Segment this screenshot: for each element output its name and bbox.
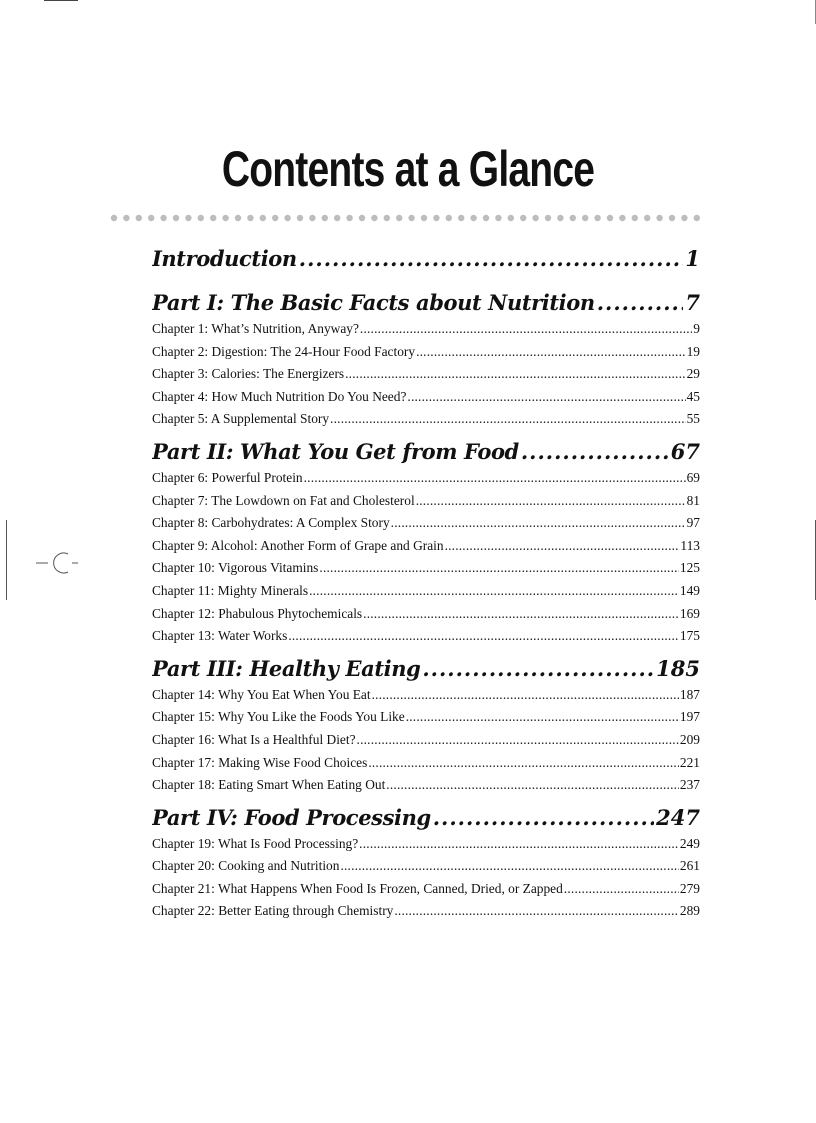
toc-chapter-entry xyxy=(152,729,700,752)
toc-chapter-entry xyxy=(152,386,700,409)
toc-chapter-page: 175 xyxy=(679,628,700,644)
divider-dot xyxy=(160,215,166,221)
divider-dot xyxy=(632,215,638,221)
toc-chapter-entry xyxy=(152,490,700,513)
divider-dot xyxy=(446,215,452,221)
toc-chapter-entry xyxy=(152,341,700,364)
toc-chapter-entry xyxy=(152,900,700,923)
toc-chapter-label: Chapter 17: Making Wise Food Choices xyxy=(152,754,368,770)
toc-chapter-entry xyxy=(152,774,700,797)
divider-dot xyxy=(396,215,402,221)
divider-dot xyxy=(495,215,501,221)
toc-chapter-page: 69 xyxy=(686,469,700,485)
toc-chapter-label: Chapter 7: The Lowdown on Fat and Cholesterol xyxy=(152,492,415,508)
divider-dot xyxy=(619,215,625,221)
divider-dot xyxy=(458,215,464,221)
toc-chapter-entry xyxy=(152,855,700,878)
toc-chapter-entry xyxy=(152,363,700,386)
dot-leader xyxy=(330,408,686,431)
dot-leader xyxy=(394,900,679,923)
toc-chapter-entry xyxy=(152,878,700,901)
toc-part-page: 185 xyxy=(656,655,700,681)
dot-leader xyxy=(309,580,679,603)
toc-part-label: Introduction xyxy=(152,246,297,271)
toc-chapter-label: Chapter 16: What Is a Healthful Diet? xyxy=(152,731,356,747)
divider-dot xyxy=(111,215,117,221)
toc-chapter-label: Chapter 14: Why You Eat When You Eat xyxy=(152,686,371,702)
toc-chapter-entry xyxy=(152,512,700,535)
divider-dot xyxy=(644,215,650,221)
divider-dot xyxy=(607,215,613,221)
divider-dot xyxy=(235,215,241,221)
toc-chapter-label: Chapter 3: Calories: The Energizers xyxy=(152,366,345,382)
divider-dot xyxy=(359,215,365,221)
margin-line-left xyxy=(6,520,7,600)
divider-dot xyxy=(470,215,476,221)
toc-chapter-page: 187 xyxy=(679,686,700,702)
divider-dot xyxy=(520,215,526,221)
dot-leader xyxy=(372,684,679,707)
divider-dot xyxy=(185,215,191,221)
dot-leader xyxy=(299,244,684,274)
toc-part-entry xyxy=(152,803,700,833)
divider-dot xyxy=(483,215,489,221)
divider-dot xyxy=(582,215,588,221)
divider-dot xyxy=(545,215,551,221)
dot-leader xyxy=(340,855,678,878)
toc-chapter-label: Chapter 13: Water Works xyxy=(152,628,288,644)
page-title: Contents at a Glance xyxy=(221,141,595,197)
divider-dot xyxy=(222,215,228,221)
toc-chapter-page: 279 xyxy=(679,880,700,896)
divider-dot xyxy=(346,215,352,221)
dot-leader xyxy=(416,341,686,364)
toc-chapter-entry xyxy=(152,557,700,580)
dot-leader xyxy=(597,288,684,318)
dot-leader xyxy=(406,706,679,729)
toc-chapter-page: 9 xyxy=(693,321,700,336)
toc-chapter-entry xyxy=(152,833,700,856)
toc-chapter-entry xyxy=(152,684,700,707)
divider-dot xyxy=(322,215,328,221)
divider-dot xyxy=(508,215,514,221)
toc-chapter-entry xyxy=(152,318,700,341)
divider-dot xyxy=(198,215,204,221)
dot-leader xyxy=(386,774,679,797)
dot-leader xyxy=(368,752,679,775)
divider-dot xyxy=(371,215,377,221)
ornamental-divider xyxy=(108,211,708,225)
divider-dot xyxy=(136,215,142,221)
toc-chapter-label: Chapter 9: Alcohol: Another Form of Grape and Grain xyxy=(152,537,444,553)
toc-chapter-page: 197 xyxy=(679,709,700,725)
toc-chapter-page: 261 xyxy=(679,858,700,874)
dot-leader xyxy=(319,557,679,580)
divider-dot xyxy=(656,215,662,221)
toc-part-label: Part II: What You Get from Food xyxy=(152,438,519,464)
toc-part-entry xyxy=(152,654,700,684)
dot-leader xyxy=(357,729,679,752)
toc-part-label: Part III: Healthy Eating xyxy=(152,655,421,681)
toc-chapter-page: 221 xyxy=(679,754,700,770)
divider-dot xyxy=(669,215,675,221)
dot-leader xyxy=(416,490,686,513)
dot-leader xyxy=(433,803,654,833)
toc-chapter-label: Chapter 11: Mighty Minerals xyxy=(152,582,309,598)
dot-leader xyxy=(521,437,669,467)
dot-leader xyxy=(363,603,679,626)
divider-dot xyxy=(421,215,427,221)
divider-dot xyxy=(570,215,576,221)
toc-chapter-label: Chapter 8: Carbohydrates: A Complex Story xyxy=(152,515,390,531)
toc-chapter-entry xyxy=(152,535,700,558)
divider-dot xyxy=(297,215,303,221)
dot-leader xyxy=(304,467,686,490)
toc-chapter-page: 55 xyxy=(686,411,700,427)
toc-chapter-page: 169 xyxy=(679,605,700,621)
toc-chapter-entry xyxy=(152,625,700,648)
toc-part-entry xyxy=(152,437,700,467)
divider-dot xyxy=(260,215,266,221)
dot-leader xyxy=(391,512,686,535)
toc-chapter-page: 81 xyxy=(686,492,700,508)
toc-chapter-page: 97 xyxy=(686,515,700,531)
crop-line-top xyxy=(44,0,78,1)
toc-chapter-label: Chapter 12: Phabulous Phytochemicals xyxy=(152,605,363,621)
dot-leader xyxy=(564,878,679,901)
dot-leader xyxy=(407,386,685,409)
divider-dot xyxy=(148,215,154,221)
toc-chapter-page: 29 xyxy=(686,366,700,382)
divider-dot xyxy=(694,215,700,221)
toc-chapter-page: 113 xyxy=(680,537,700,553)
dot-leader xyxy=(445,535,680,558)
toc-chapter-label: Chapter 22: Better Eating through Chemistry xyxy=(152,903,394,919)
toc-chapter-label: Chapter 10: Vigorous Vitamins xyxy=(152,560,319,576)
toc-chapter-page: 125 xyxy=(679,560,700,576)
divider-dot xyxy=(309,215,315,221)
toc-chapter-page: 289 xyxy=(679,903,700,919)
toc-part-entry xyxy=(152,288,700,318)
toc-chapter-label: Chapter 21: What Happens When Food Is Frozen, Canned, Dried, or Zapped xyxy=(152,880,563,896)
toc-chapter-entry xyxy=(152,706,700,729)
toc-part-label: Part IV: Food Processing xyxy=(152,804,431,830)
toc-part-page: 1 xyxy=(685,246,700,271)
toc-chapter-label: Chapter 15: Why You Like the Foods You Like xyxy=(152,709,405,725)
toc-chapter-label: Chapter 20: Cooking and Nutrition xyxy=(152,858,340,874)
divider-dot xyxy=(334,215,340,221)
toc-chapter-entry xyxy=(152,408,700,431)
divider-dot xyxy=(384,215,390,221)
toc-chapter-label: Chapter 19: What Is Food Processing? xyxy=(152,835,359,851)
toc-chapter-page: 209 xyxy=(679,731,700,747)
dot-leader xyxy=(422,654,654,684)
toc-part-entry xyxy=(152,244,700,274)
toc-chapter-label: Chapter 2: Digestion: The 24-Hour Food Factory xyxy=(152,343,416,359)
divider-dot xyxy=(594,215,600,221)
divider-dot xyxy=(433,215,439,221)
divider-dot xyxy=(247,215,253,221)
registration-mark-icon xyxy=(32,548,80,578)
toc-chapter-label: Chapter 18: Eating Smart When Eating Out xyxy=(152,777,386,793)
dot-leader xyxy=(345,363,685,386)
toc-part-label: Part I: The Basic Facts about Nutrition xyxy=(152,290,595,315)
toc-chapter-label: Chapter 5: A Supplemental Story xyxy=(152,411,330,427)
toc-part-page: 67 xyxy=(670,438,700,464)
table-of-contents xyxy=(152,244,700,923)
toc-chapter-label: Chapter 1: What’s Nutrition, Anyway? xyxy=(152,321,359,336)
toc-chapter-entry xyxy=(152,603,700,626)
toc-chapter-entry xyxy=(152,580,700,603)
toc-chapter-entry xyxy=(152,467,700,490)
divider-dot xyxy=(532,215,538,221)
divider-dot xyxy=(272,215,278,221)
dot-leader xyxy=(359,833,679,856)
toc-chapter-page: 237 xyxy=(679,777,700,793)
toc-chapter-page: 149 xyxy=(679,582,700,598)
divider-dot xyxy=(210,215,216,221)
dot-leader xyxy=(360,318,692,341)
divider-dot xyxy=(557,215,563,221)
toc-chapter-label: Chapter 4: How Much Nutrition Do You Need? xyxy=(152,388,407,404)
toc-part-page: 7 xyxy=(685,290,700,315)
toc-chapter-label: Chapter 6: Powerful Protein xyxy=(152,469,303,485)
divider-dot xyxy=(681,215,687,221)
divider-dot xyxy=(173,215,179,221)
divider-dot xyxy=(284,215,290,221)
toc-chapter-page: 249 xyxy=(679,835,700,851)
toc-chapter-page: 19 xyxy=(686,343,700,359)
toc-chapter-entry xyxy=(152,752,700,775)
dot-leader xyxy=(288,625,679,648)
divider-dot xyxy=(123,215,129,221)
toc-part-page: 247 xyxy=(656,804,700,830)
toc-chapter-page: 45 xyxy=(686,388,700,404)
divider-dot xyxy=(408,215,414,221)
